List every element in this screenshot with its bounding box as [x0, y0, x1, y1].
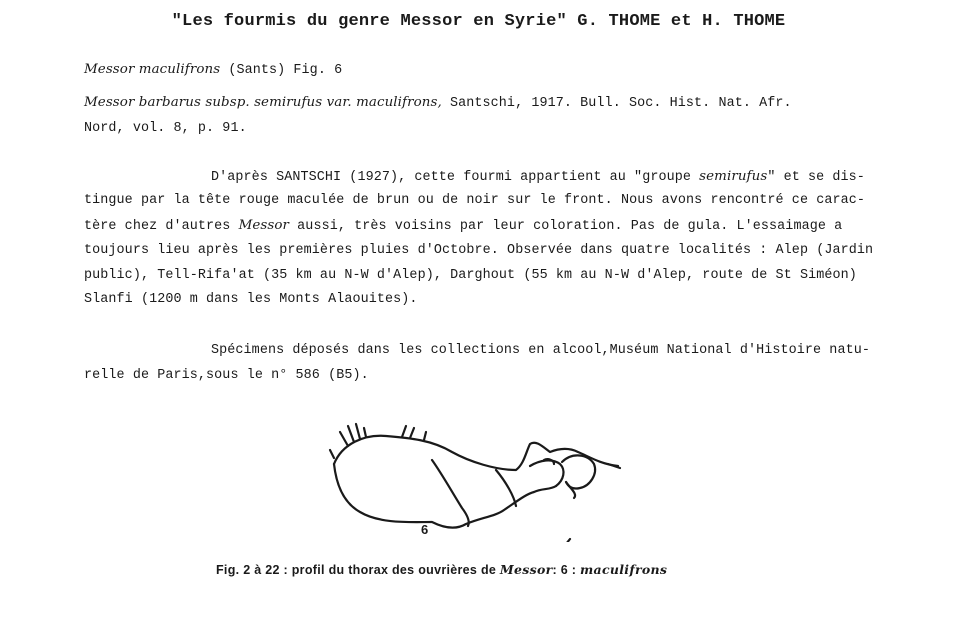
species-author: (Sants) Fig. 6: [220, 63, 343, 78]
page-title: "Les fourmis du genre Messor en Syrie" G. THOME et H. THOME: [171, 12, 786, 31]
species-name: Messor maculifrons: [84, 62, 221, 77]
group-name: semirufus: [699, 169, 768, 184]
hair: [402, 426, 406, 437]
thorax-lower-outline: [334, 464, 556, 528]
caption-genus: Messor: [499, 562, 553, 577]
figure-caption: [216, 562, 667, 577]
hair: [340, 432, 348, 446]
synonym-line-1: [84, 95, 792, 111]
text-segment: " et se dis-: [767, 170, 865, 185]
species-heading: [84, 62, 342, 78]
thorax-profile-drawing: [320, 412, 630, 542]
text-segment: aussi, très voisins par leur coloration. Pas de gula. L'essaimage a: [289, 219, 843, 234]
caption-species: maculifrons: [580, 562, 668, 577]
petiole-node: [530, 460, 563, 486]
hair: [410, 428, 414, 438]
thorax-outline: [334, 436, 618, 470]
genus-name: Messor: [238, 218, 290, 233]
hair: [424, 432, 426, 440]
hair: [330, 450, 334, 458]
text-segment: D'après SANTSCHI (1927), cette fourmi appartient au "groupe: [211, 170, 700, 185]
paragraph2-line-1: Spécimens déposés dans les collections en alcool,Muséum National d'Histoire natu-: [211, 343, 870, 358]
hair: [348, 426, 354, 442]
caption-text: Fig. 2 à 22 : profil du thorax des ouvrières de: [216, 563, 500, 577]
paragraph1-line-6: Slanfi (1200 m dans les Monts Alaouites).: [84, 292, 418, 307]
paragraph1-line-2: tingue par la tête rouge maculée de brun ou de noir sur le front. Nous avons rencontré ce carac-: [84, 193, 866, 208]
tick-mark: [566, 539, 570, 542]
suture-1: [432, 460, 469, 526]
paragraph1-line-4: toujours lieu après les premières pluies d'Octobre. Observée dans quatre localités : Alep (Jardin: [84, 243, 874, 258]
text-segment: tère chez d'autres: [84, 219, 239, 234]
synonym-reference: Santschi, 1917. Bull. Soc. Hist. Nat. Afr.: [441, 96, 792, 111]
caption-text: : 6 :: [552, 563, 581, 577]
paragraph1-line-5: public), Tell-Rifa'at (35 km au N-W d'Alep), Darghout (55 km au N-W d'Alep, route de St Siméon): [84, 268, 857, 283]
hair: [356, 424, 360, 439]
synonym-line-2: Nord, vol. 8, p. 91.: [84, 121, 247, 136]
paragraph1-line-3: [84, 218, 842, 234]
postpetiole-lower: [566, 482, 575, 498]
suture-2: [496, 470, 516, 506]
figure-number: 6: [421, 522, 429, 537]
paragraph2-line-2: relle de Paris,sous le n° 586 (B5).: [84, 368, 369, 383]
paragraph1-line-1: [211, 169, 865, 185]
synonym-name: Messor barbarus subsp. semirufus var. maculifrons,: [84, 95, 442, 110]
hair: [364, 428, 366, 437]
